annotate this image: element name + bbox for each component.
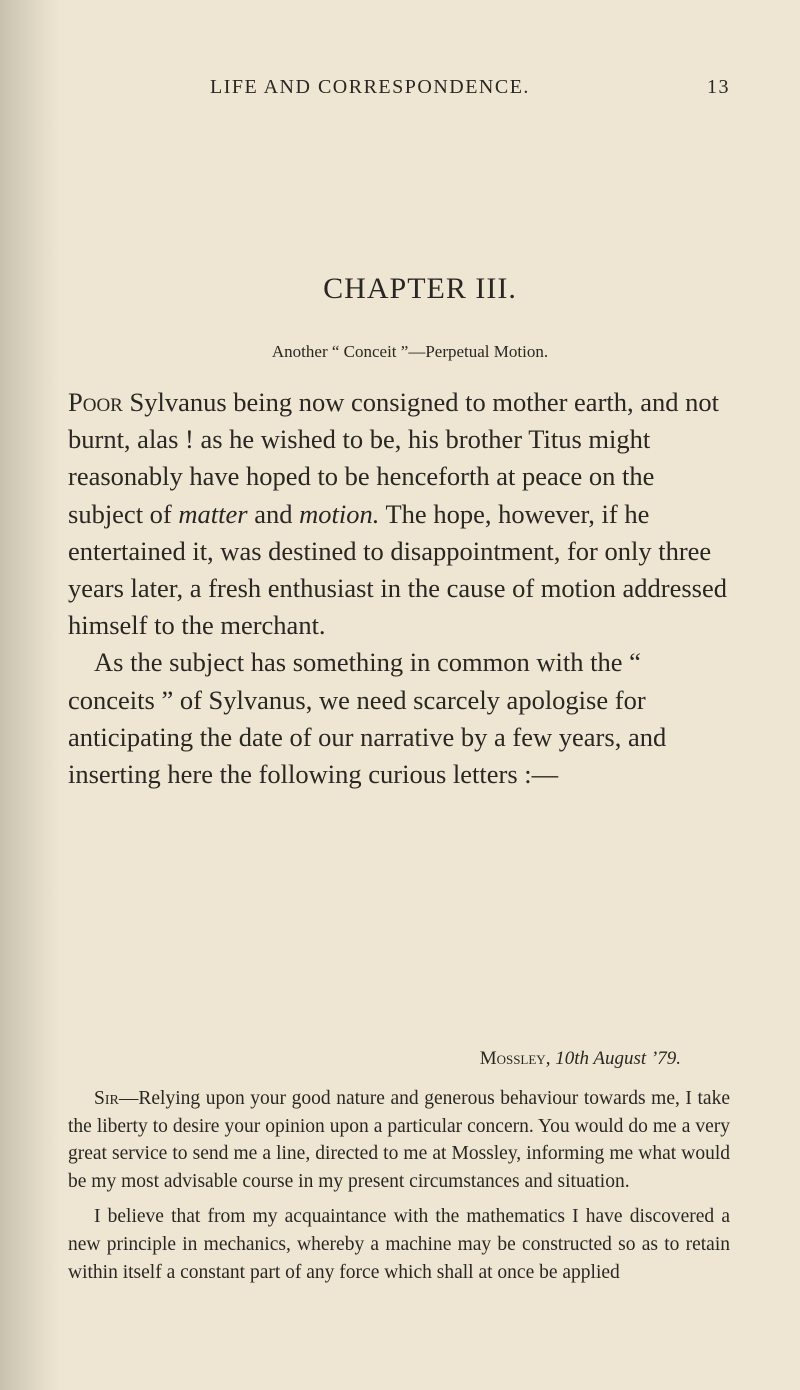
chapter-subtitle: Another “ Conceit ”—Perpetual Motion. bbox=[271, 342, 549, 361]
emphasis-motion: motion. bbox=[299, 498, 380, 529]
dateline-date: 10th August ’79. bbox=[555, 1048, 681, 1069]
chapter-heading: CHAPTER III. bbox=[323, 272, 517, 305]
emphasis-matter: matter bbox=[178, 498, 248, 529]
paragraph-1-text-c: The hope, however, if he entertained it, was destined to disappointment, for only three years later, a fresh enthusiast in the cause of motion addressed himself to the merchant. bbox=[68, 498, 728, 641]
paragraph-1 bbox=[68, 384, 730, 644]
body-text bbox=[68, 384, 730, 793]
letter-dateline bbox=[68, 1048, 681, 1070]
letter-paragraph-1-text: —Relying upon your good nature and generous behaviour towards me, I take the liberty to desire your opinion upon a particular concern. You would do me a very great service to send me a line, directed to me at Mossley, informing me what would be my most advisable course in my present circumstances and situation. bbox=[68, 1088, 730, 1192]
paragraph-1-text-a: Sylvanus being now consigned to mother earth, and not burnt, alas ! as he wished to be, his brother Titus might reasonably have hoped to be henceforth at peace on the subject of bbox=[68, 387, 720, 529]
paragraph-lead-word: Poor bbox=[68, 387, 123, 417]
letter-paragraph-2: I believe that from my acquaintance with the mathematics I have discovered a new principle in mechanics, whereby a machine may be constructed so as to retain within itself a constant part of any force which shall at once be applied bbox=[68, 1206, 730, 1283]
dateline-place: Mossley, bbox=[479, 1048, 551, 1069]
paragraph-1-text-b: and bbox=[247, 498, 300, 529]
paragraph-2: As the subject has something in common with the “ conceits ” of Sylvanus, we need scarcely apologise for anticipating the date of our narrative by a few years, and inserting here the following curious letters :— bbox=[68, 647, 667, 790]
letter-body bbox=[68, 1085, 730, 1286]
page-number: 13 bbox=[707, 76, 730, 98]
letter-salutation: Sir bbox=[94, 1088, 119, 1109]
letter-paragraph-1 bbox=[68, 1085, 730, 1195]
running-head-title: LIFE AND CORRESPONDENCE. bbox=[210, 76, 530, 98]
